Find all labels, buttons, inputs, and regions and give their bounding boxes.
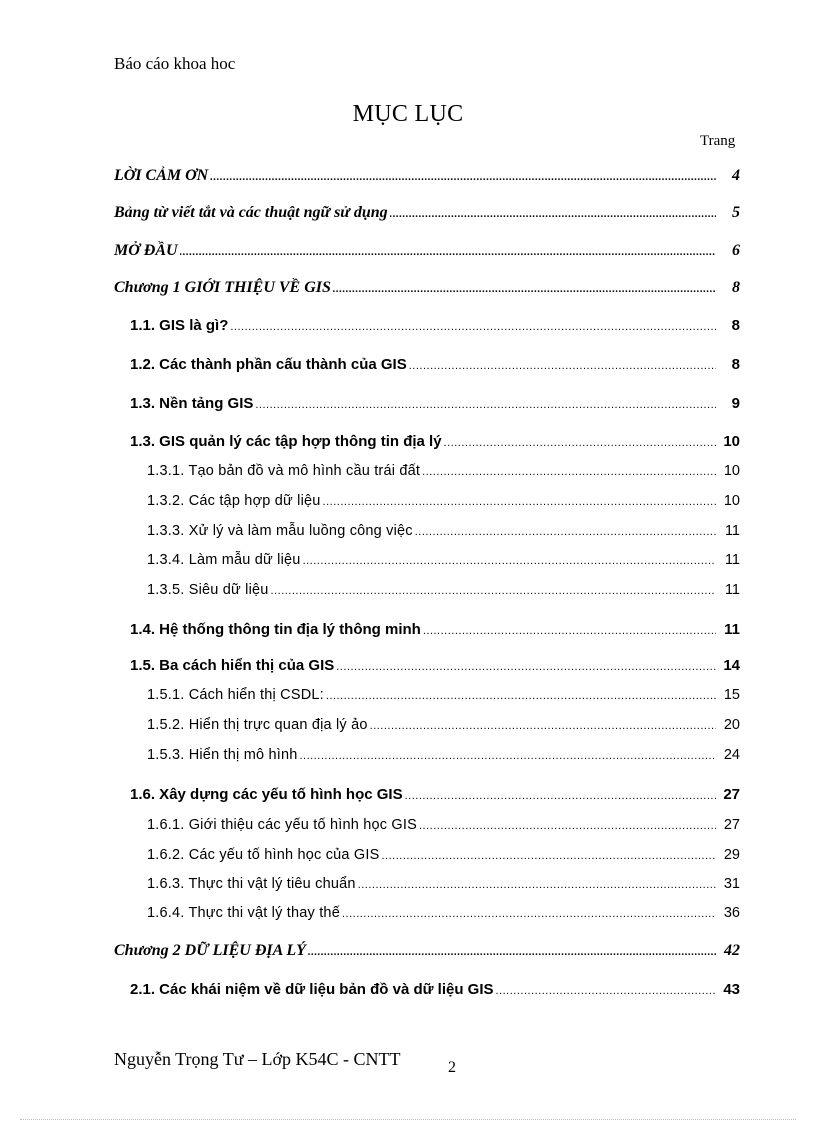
toc-entry-page: 11	[724, 523, 740, 539]
toc-entry-page: 14	[723, 657, 740, 674]
toc-entry-page: 8	[732, 279, 740, 296]
toc-entry[interactable]	[130, 655, 740, 677]
toc-entry[interactable]	[147, 902, 740, 924]
toc-leader-dots	[180, 241, 716, 263]
toc-entry-label: MỞ ĐẦU	[114, 242, 178, 259]
toc-leader-dots	[303, 550, 716, 572]
toc-entry-page: 20	[723, 717, 740, 733]
toc-entry-label: 1.3.3. Xử lý và làm mẫu luồng công việc	[147, 523, 413, 539]
toc-entry[interactable]	[114, 165, 740, 187]
toc-entry[interactable]	[147, 873, 740, 895]
toc-entry[interactable]	[130, 354, 740, 376]
toc-leader-dots	[358, 874, 716, 896]
toc-entry-page: 11	[724, 621, 740, 638]
toc-entry-label: 1.3. GIS quản lý các tập hợp thông tin địa lý	[130, 433, 442, 450]
toc-entry-label: 1.2. Các thành phần cấu thành của GIS	[130, 356, 407, 373]
document-header: Báo cáo khoa hoc	[114, 54, 236, 73]
toc-leader-dots	[409, 355, 716, 377]
toc-entry[interactable]	[114, 277, 740, 299]
toc-entry-label: 1.4. Hệ thống thông tin địa lý thông minh	[130, 621, 421, 638]
toc-entry-label: 1.5.3. Hiển thị mô hình	[147, 747, 298, 763]
toc-entry[interactable]	[147, 490, 740, 512]
toc-entry-page: 27	[723, 786, 740, 803]
toc-entry-label: 1.5. Ba cách hiển thị của GIS	[130, 657, 335, 674]
toc-entry-label: Chương 2 DỮ LIỆU ĐỊA LÝ	[114, 942, 306, 959]
toc-leader-dots	[422, 461, 716, 483]
toc-entry[interactable]	[147, 549, 740, 571]
toc-entry-label: LỜI CẢM ƠN	[114, 167, 209, 184]
toc-entry[interactable]	[147, 744, 740, 766]
toc-entry-page: 8	[731, 356, 740, 373]
toc-entry-page: 42	[724, 942, 740, 959]
toc-leader-dots	[230, 316, 716, 338]
toc-entry-page: 31	[723, 876, 740, 892]
toc-entry[interactable]	[130, 619, 740, 641]
toc-leader-dots	[382, 845, 717, 867]
toc-leader-dots	[333, 278, 716, 300]
toc-leader-dots	[323, 491, 716, 513]
toc-entry-label: 1.5.2. Hiển thị trực quan địa lý ảo	[147, 717, 368, 733]
toc-entry[interactable]	[147, 684, 740, 706]
toc-leader-dots	[326, 685, 716, 707]
toc-entry-page: 10	[723, 433, 740, 450]
toc-entry-page: 5	[732, 204, 740, 221]
toc-leader-dots	[390, 203, 716, 225]
toc-entry[interactable]	[147, 460, 740, 482]
toc-entry[interactable]	[147, 579, 740, 601]
footer-page-number: 2	[448, 1059, 456, 1076]
toc-entry-page: 15	[723, 687, 740, 703]
toc-entry-label: 1.6.2. Các yếu tố hình học của GIS	[147, 847, 380, 863]
toc-entry-page: 10	[723, 493, 740, 509]
toc-entry-page: 43	[723, 981, 740, 998]
toc-leader-dots	[423, 620, 716, 642]
toc-entry[interactable]	[130, 431, 740, 453]
toc-entry-page: 29	[723, 847, 740, 863]
page-bottom-divider	[20, 1119, 796, 1120]
toc-entry-label: 1.3.5. Siêu dữ liệu	[147, 582, 269, 598]
toc-entry-page: 4	[732, 167, 740, 184]
toc-entry[interactable]	[147, 520, 740, 542]
footer-author: Nguyễn Trọng Tư – Lớp K54C - CNTT	[114, 1049, 401, 1069]
toc-leader-dots	[419, 815, 716, 837]
toc-entry-label: 1.3.2. Các tập hợp dữ liệu	[147, 493, 321, 509]
toc-entry-page: 6	[732, 242, 740, 259]
toc-leader-dots	[496, 980, 716, 1002]
toc-leader-dots	[300, 745, 717, 767]
toc-entry-label: 2.1. Các khái niệm về dữ liệu bản đồ và dữ liệu GIS	[130, 981, 494, 998]
toc-entry-page: 36	[723, 905, 740, 921]
page-title: MỤC LỤC	[352, 101, 464, 127]
toc-entry-page: 24	[723, 747, 740, 763]
toc-leader-dots	[271, 580, 716, 602]
toc-entry-label: 1.3.1. Tạo bản đồ và mô hình cầu trái đất	[147, 463, 421, 479]
toc-entry-label: 1.6. Xây dựng các yếu tố hình học GIS	[130, 786, 403, 803]
toc-entry-label: 1.1. GIS là gì?	[130, 317, 229, 334]
toc-entry-label: 1.3. Nền tảng GIS	[130, 395, 254, 412]
toc-entry-page: 10	[723, 463, 740, 479]
toc-entry-label: 1.6.1. Giới thiệu các yếu tố hình học GIS	[147, 817, 417, 833]
toc-entry-page: 9	[731, 395, 740, 412]
toc-leader-dots	[444, 432, 716, 454]
toc-entry[interactable]	[147, 714, 740, 736]
toc-leader-dots	[210, 166, 716, 188]
toc-entry[interactable]	[114, 240, 740, 262]
toc-entry[interactable]	[114, 940, 740, 962]
toc-leader-dots	[336, 656, 716, 678]
toc-entry-page: 27	[723, 817, 740, 833]
toc-leader-dots	[405, 785, 716, 807]
toc-entry-page: 8	[731, 317, 740, 334]
toc-leader-dots	[255, 394, 716, 416]
page-column-label: Trang	[700, 133, 736, 149]
toc-entry[interactable]	[130, 979, 740, 1001]
toc-entry[interactable]	[130, 393, 740, 415]
toc-leader-dots	[308, 941, 716, 963]
toc-entry-page: 11	[724, 552, 740, 568]
toc-leader-dots	[415, 521, 716, 543]
toc-entry[interactable]	[130, 315, 740, 337]
toc-entry[interactable]	[147, 814, 740, 836]
toc-entry-label: 1.6.3. Thực thi vật lý tiêu chuẩn	[147, 876, 356, 892]
toc-entry-label: Chương 1 GIỚI THIỆU VỀ GIS	[114, 279, 331, 296]
toc-entry-label: 1.6.4. Thực thi vật lý thay thế	[147, 905, 340, 921]
toc-entry-label: 1.5.1. Cách hiển thị CSDL:	[147, 687, 324, 703]
toc-entry[interactable]	[147, 844, 740, 866]
toc-leader-dots	[342, 903, 716, 925]
toc-leader-dots	[370, 715, 716, 737]
toc-entry-label: 1.3.4. Làm mẫu dữ liệu	[147, 552, 301, 568]
toc-entry-label: Bảng từ viết tắt và các thuật ngữ sử dụng	[114, 204, 388, 221]
toc-entry-page: 11	[724, 582, 740, 598]
toc-entry[interactable]	[114, 202, 740, 224]
toc-entry[interactable]	[130, 784, 740, 806]
